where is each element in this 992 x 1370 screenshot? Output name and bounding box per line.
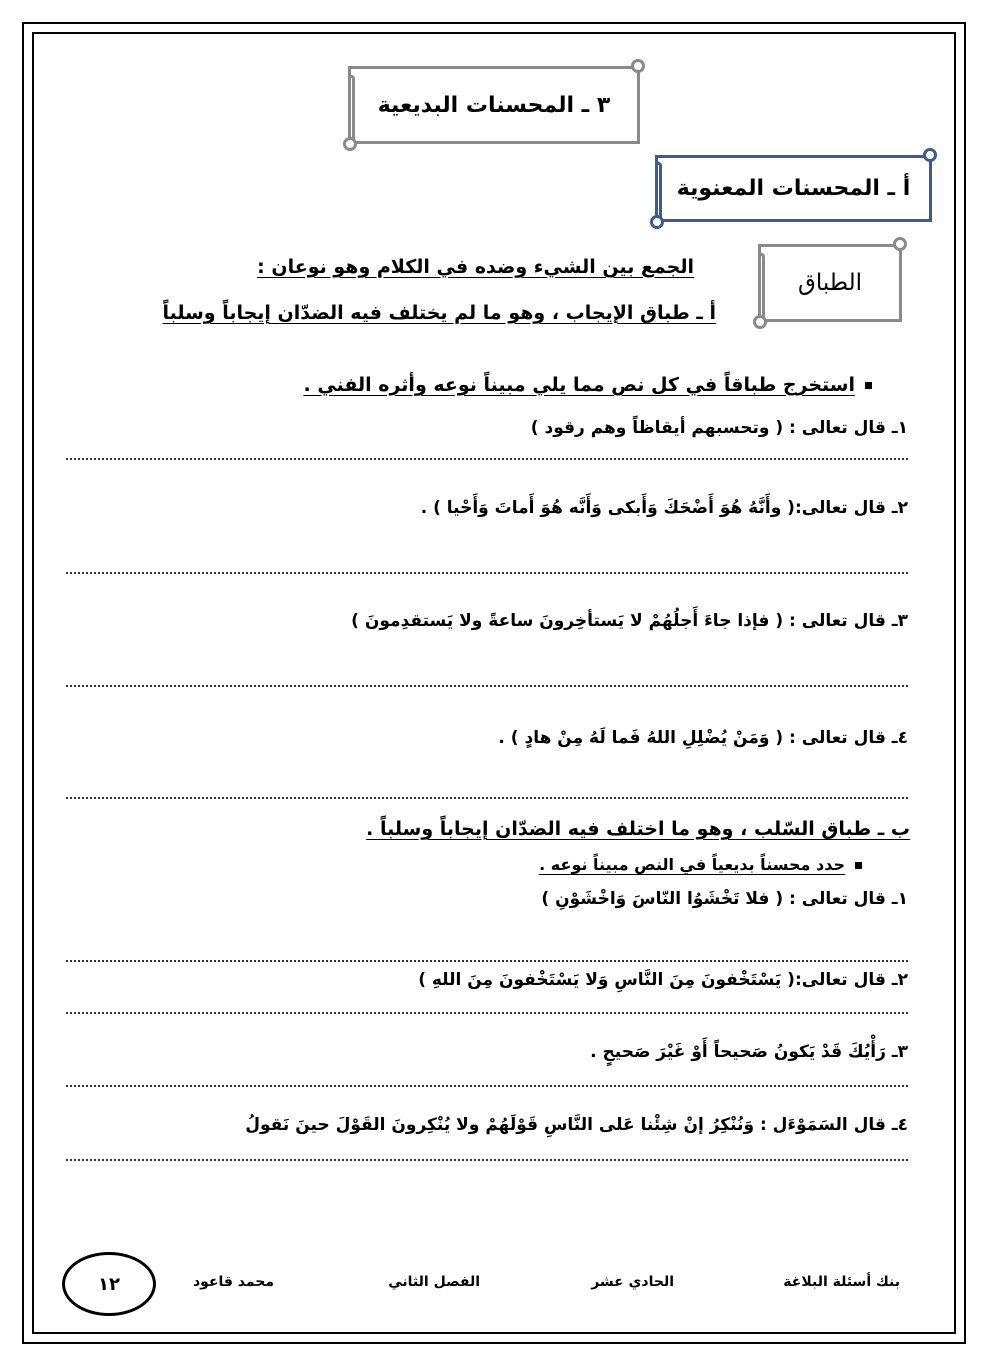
question-b-1: ١ـ قال تعالى : ( فلا تَخْشَوُا النّاسَ وَاخْشَوْنِ ): [541, 889, 908, 909]
title-banner: [348, 66, 640, 144]
footer-term: الفصل الثاني: [388, 1274, 480, 1290]
question-b-2: ٢ـ قال تعالى:( يَسْتَخْفونَ مِنَ النَّاسِ وَلا يَسْتَخْفونَ مِنَ اللهِ ): [418, 970, 908, 990]
answer-line: [66, 960, 908, 962]
instruction-a: [304, 374, 872, 396]
page-inner-border: [32, 32, 956, 1334]
question-a-4: ٤ـ قال تعالى : ( وَمَنْ يُضْلِلِ اللهُ فَما لَهُ مِنْ هادٍ ) .: [498, 728, 908, 748]
question-a-3: ٣ـ قال تعالى : ( فإذا جاءَ أَجلُهُمْ لا يَستأخِرونَ ساعةً ولا يَستقدِمونَ ): [351, 611, 908, 631]
bullet-icon: [855, 862, 862, 869]
footer-bank: بنك أسئلة البلاغة: [783, 1274, 900, 1290]
question-a-1: ١ـ قال تعالى : ( وتحسبهم أيقاظاً وهم رقود ): [530, 418, 908, 438]
answer-line: [66, 685, 908, 687]
instruction-b: [539, 855, 862, 874]
subsection-banner: [655, 155, 932, 222]
instruction-b-text: حدد محسناً بديعياً في النص مبيناً نوعه .: [539, 855, 845, 874]
footer-grade: الحادي عشر: [591, 1274, 674, 1290]
subsection-title: أ ـ المحسنات المعنوية: [676, 176, 911, 201]
answer-line: [66, 1012, 908, 1014]
question-b-4: ٤ـ قال السَمَوْءَل : وَنُنْكِرُ إنْ شِئْنا عَلى النَّاسِ قَوْلَهُمْ ولا يُنْكِرونَ القَوْلَ حينَ نَقولُ: [245, 1115, 908, 1135]
answer-line: [66, 458, 908, 460]
page-number: [62, 1252, 156, 1316]
instruction-a-text: استخرج طباقاً في كل نص مما يلي مبيناً نوعه وأثره الفني .: [303, 374, 855, 396]
answer-line: [66, 797, 908, 799]
term-banner: [758, 244, 902, 322]
definition: الجمع بين الشيء وضده في الكلام وهو نوعان :: [257, 256, 694, 278]
bullet-icon: [865, 382, 872, 389]
type-a-heading: أ ـ طباق الإيجاب ، وهو ما لم يختلف فيه الضدّان إيجاباً وسلباً: [162, 302, 716, 324]
footer-author: محمد قاعود: [192, 1274, 274, 1290]
type-b-heading: ب ـ طباق السّلب ، وهو ما اختلف فيه الضدّان إيجاباً وسلباً .: [366, 818, 910, 840]
page-number-text: ١٢: [98, 1273, 120, 1295]
answer-line: [66, 1159, 908, 1161]
question-a-2: ٢ـ قال تعالى:( وأَنَّهُ هُوَ أَضْحَكَ وَأَبكى وَأَنَّه هُوَ أَماتَ وَأَحْيا ) .: [420, 498, 908, 518]
term-title: الطباق: [797, 270, 863, 296]
page-title: ٣ ـ المحسنات البديعية: [377, 92, 611, 118]
answer-line: [66, 572, 908, 574]
question-b-3: ٣ـ رَأْيُكَ قَدْ يَكونُ صَحيحاً أَوْ غَيْرَ صَحيحٍ .: [590, 1042, 908, 1062]
answer-line: [66, 1085, 908, 1087]
